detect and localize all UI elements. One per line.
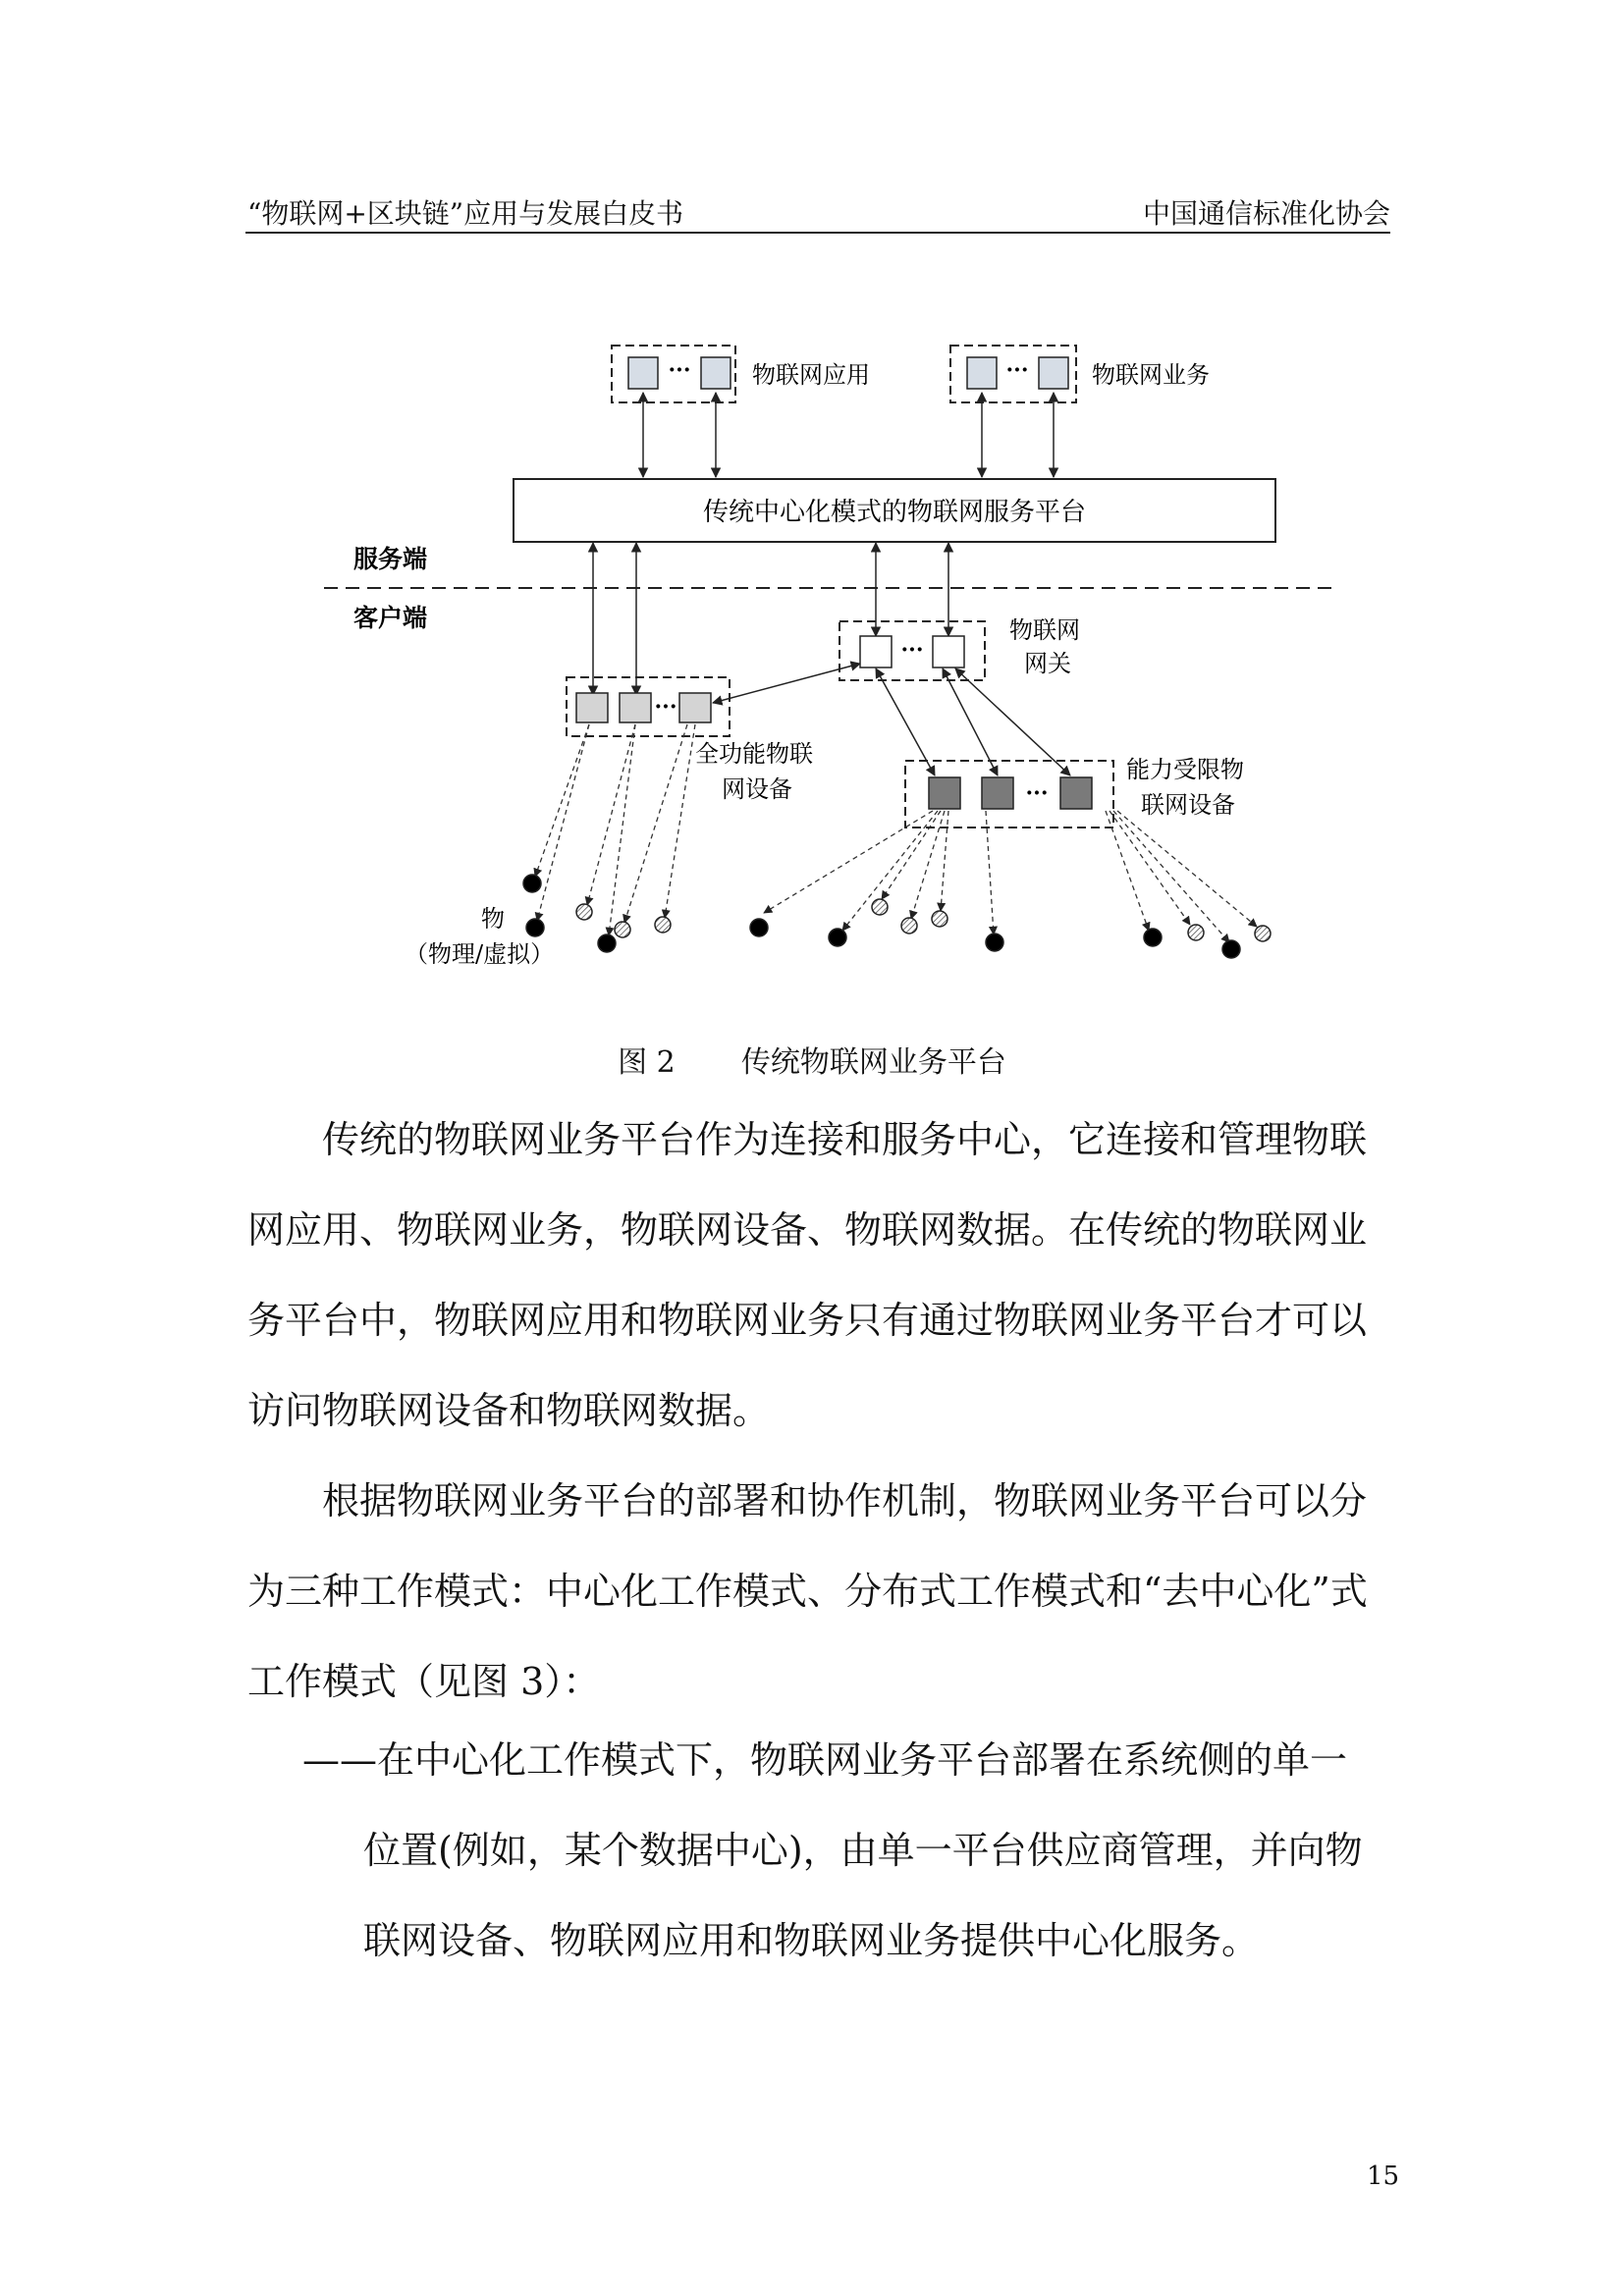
application-box — [628, 357, 658, 389]
figure-number: 图 2 — [618, 1045, 676, 1080]
paragraph-working-modes: 根据物联网业务平台的部署和协作机制，物联网业务平台可以分为三种工作模式：中心化工作模式、分布式工作模式和“去中心化”式工作模式（见图 3）： — [247, 1479, 1368, 1703]
list-item-continuation: 位置(例如，某个数据中心)，由单一平台供应商管理，并向物联网设备、物联网应用和物联网业务提供中心化服务。 — [363, 1829, 1363, 1962]
limited-device-box — [982, 777, 1013, 809]
physical-thing — [829, 929, 846, 946]
figure-caption — [0, 1038, 1624, 1081]
gateway-limited-arrows — [876, 668, 1070, 775]
paragraph-traditional-platform: 传统的物联网业务平台作为连接和服务中心，它连接和管理物联网应用、物联网业务，物联网设备、物联网数据。在传统的物联网业务平台中，物联网应用和物联网业务只有通过物联网业务平台才可以访问物联网设备和物联网数据。 — [247, 1118, 1368, 1432]
ellipsis-label: ··· — [900, 637, 924, 663]
platform-device-arrows — [593, 543, 948, 703]
limited-device-box — [929, 777, 960, 809]
limited-device-box — [1060, 777, 1092, 809]
gateway-label-line1: 物联网 — [1009, 616, 1080, 644]
virtual-thing — [655, 917, 671, 933]
virtual-thing — [615, 922, 630, 937]
platform-label: 传统中心化模式的物联网服务平台 — [702, 498, 1087, 527]
full-device-label-line2: 网设备 — [722, 775, 792, 803]
physical-thing — [750, 919, 768, 936]
virtual-thing — [872, 899, 888, 915]
virtual-thing — [1188, 925, 1204, 940]
iot-business-group — [950, 346, 1210, 402]
client-side-label: 客户端 — [353, 604, 428, 632]
things-label-line1: 物 — [481, 905, 505, 933]
full-function-device-group — [567, 677, 813, 803]
things-label-line2: （物理/虚拟） — [405, 940, 555, 968]
list-item-centralized-mode — [302, 1715, 1386, 1986]
gateway-label-line2: 网关 — [1024, 650, 1071, 677]
header-document-title: “物联网+区块链”应用与发展白皮书 — [247, 197, 684, 230]
virtual-thing — [576, 904, 592, 920]
gateway-box — [860, 636, 892, 667]
business-box — [1039, 357, 1068, 389]
list-item-lead: ——在中心化工作模式下，物联网业务平台部署在系统侧的单一 — [302, 1738, 1348, 1782]
figure-title: 传统物联网业务平台 — [740, 1045, 1006, 1080]
ellipsis-label: ··· — [1025, 780, 1049, 806]
physical-thing — [1144, 929, 1162, 946]
platform-box — [514, 479, 1275, 542]
iot-application-group — [612, 346, 870, 402]
physical-thing — [598, 934, 616, 952]
ellipsis-label: ··· — [654, 694, 677, 720]
physical-thing — [523, 875, 541, 892]
virtual-thing — [932, 911, 947, 927]
top-connection-arrows — [643, 393, 1054, 477]
virtual-thing — [1255, 926, 1271, 941]
physical-thing — [986, 934, 1003, 951]
full-device-box — [679, 693, 711, 722]
physical-thing — [526, 919, 544, 936]
application-box — [701, 357, 731, 389]
full-device-box — [576, 693, 608, 722]
full-device-box — [620, 693, 651, 722]
ellipsis-label: ··· — [1005, 357, 1029, 383]
iot-platform-diagram — [0, 0, 1624, 1021]
limited-device-group — [905, 756, 1244, 828]
iot-application-label: 物联网应用 — [752, 361, 870, 389]
limited-device-label-line1: 能力受限物 — [1126, 756, 1244, 783]
header-organization: 中国通信标准化协会 — [1142, 197, 1390, 230]
limited-device-label-line2: 联网设备 — [1141, 791, 1235, 819]
page-number: 15 — [1367, 2162, 1400, 2191]
iot-business-label: 物联网业务 — [1092, 361, 1210, 389]
ellipsis-label: ··· — [668, 357, 691, 383]
gateway-box — [933, 636, 964, 667]
virtual-thing — [901, 918, 917, 934]
business-box — [967, 357, 997, 389]
physical-thing — [1222, 940, 1240, 958]
full-device-label-line1: 全功能物联 — [695, 740, 813, 768]
server-side-label: 服务端 — [353, 545, 428, 573]
